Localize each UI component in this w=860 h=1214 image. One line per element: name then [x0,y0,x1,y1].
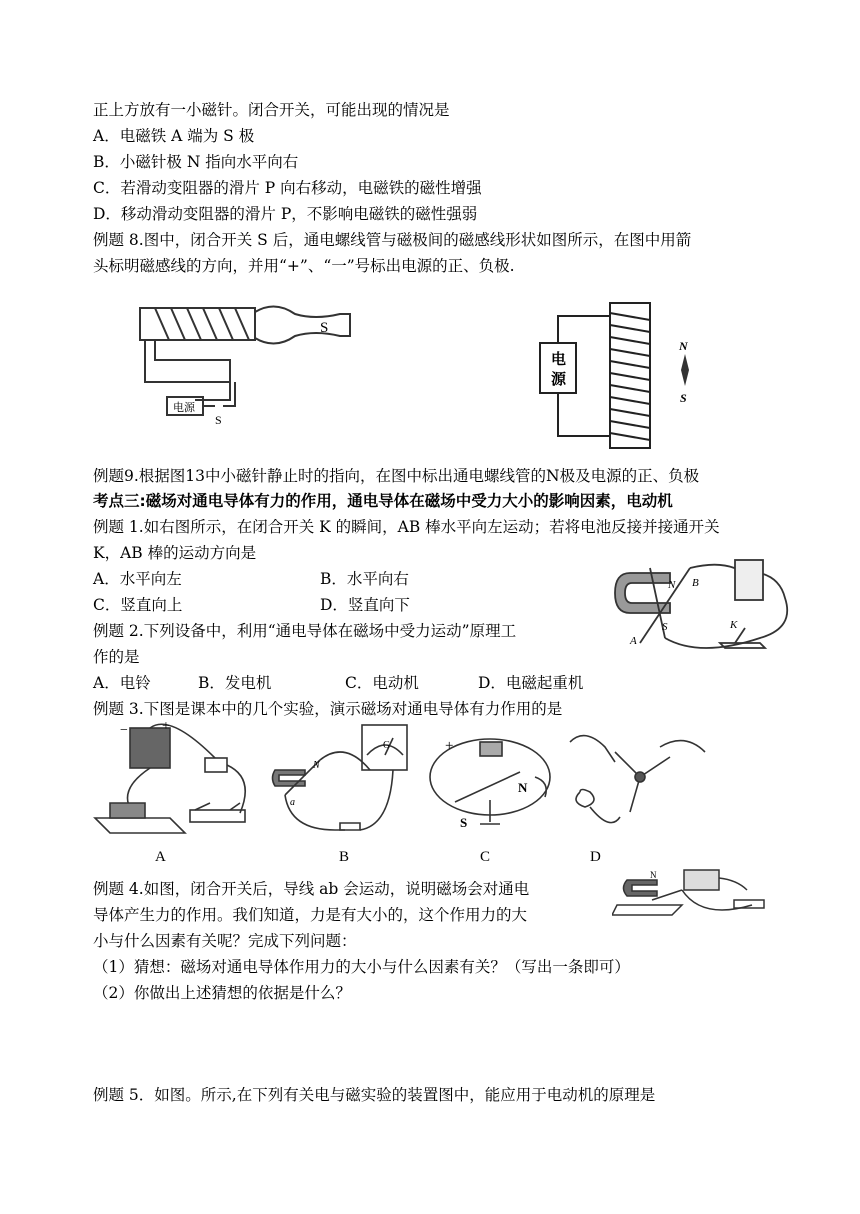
example-9: 例题9.根据图13中小磁针静止时的指向，在图中标出通电螺线管的N极及电源的正、负极 [93,467,700,485]
power-label: 电源 [173,402,195,414]
rod-b-label: B [692,577,699,589]
svg-text:G: G [383,740,391,751]
svg-text:+: + [162,719,170,734]
label-c: C [480,849,491,865]
example-1: 例题 1.如右图所示，在闭合开关 K 的瞬间，AB 棒水平向左运动；若将电池反接并接通开关 [93,518,720,536]
option-c: C．若滑动变阻器的滑片 P 向右移动，电磁铁的磁性增强 [93,179,482,197]
q1-option-a: A．水平向左 [93,570,182,588]
power-char-1: 电 [551,352,567,368]
solenoid-magnet-figure [135,300,360,430]
svg-text:a: a [290,797,295,808]
label-b: B [339,849,350,865]
label-a: A [155,849,166,865]
q2-option-d: D．电磁起重机 [478,674,584,692]
q1-option-c: C．竖直向上 [93,596,183,614]
power-char-2: 源 [551,372,567,388]
magnet-s-label: S [320,320,329,336]
pole-n-label: N [668,579,676,591]
needle-s-label: S [680,391,687,405]
rod-a-label: A [630,635,637,647]
experiment-b-figure [265,720,425,842]
vertical-solenoid-figure [535,298,715,453]
text-line: 正上方放有一小磁针。闭合开关，可能出现的情况是 [93,101,450,119]
switch-k-label: K [730,619,738,631]
svg-text:N: N [650,870,657,880]
text-line: 作的是 [93,648,140,666]
question-2: （2）你做出上述猜想的依据是什么？ [93,984,351,1002]
text-line: K，AB 棒的运动方向是 [93,544,257,562]
experiment-c-figure [425,722,560,837]
q2-option-c: C．电动机 [345,674,419,692]
q1-option-d: D．竖直向下 [320,596,410,614]
q2-option-b: B．发电机 [198,674,272,692]
svg-text:N: N [518,780,528,795]
rod-magnet-figure [610,548,800,666]
needle-n-label: N [679,339,688,353]
example-5: 例题 5．如图。所示,在下列有关电与磁实验的装置图中，能应用于电动机的原理是 [93,1086,656,1104]
example-4-figure [612,860,787,932]
option-a: A．电磁铁 A 端为 S 极 [93,127,255,145]
example-3: 例题 3.下图是课本中的几个实验，演示磁场对通电导体有力作用的是 [93,700,563,718]
text-line: 头标明磁感线的方向，并用“+”、“一”号标出电源的正、负极. [93,257,515,275]
experiment-a-figure [90,718,260,843]
example-2: 例题 2.下列设备中，利用“通电导体在磁场中受力运动”原理工 [93,622,517,640]
q1-option-b: B．水平向右 [320,570,409,588]
example-4: 例题 4.如图，闭合开关后，导线 ab 会运动，说明磁场会对通电 [93,880,530,898]
svg-text:+: + [445,738,454,754]
svg-text:N: N [313,760,320,771]
svg-text:−: − [120,723,128,738]
option-d: D．移动滑动变阻器的滑片 P，不影响电磁铁的磁性强弱 [93,205,478,223]
question-1: （1）猜想：磁场对通电导体作用力的大小与什么因素有关？（写出一条即可） [93,958,630,976]
label-d: D [590,849,601,865]
text-line: 导体产生力的作用。我们知道，力是有大小的，这个作用力的大 [93,906,528,924]
q2-option-a: A．电铃 [93,674,151,692]
section-heading: 考点三:磁场对通电导体有力的作用，通电导体在磁场中受力大小的影响因素，电动机 [93,492,673,510]
text-line: 小与什么因素有关呢？完成下列问题： [93,932,357,950]
svg-text:S: S [460,815,468,830]
switch-label: S [215,413,222,427]
pole-s-label: S [662,621,668,633]
option-b: B．小磁针极 N 指向水平向右 [93,153,299,171]
experiment-d-figure [560,722,720,842]
example-8: 例题 8.图中，闭合开关 S 后，通电螺线管与磁极间的磁感线形状如图所示，在图中用箭 [93,231,692,249]
